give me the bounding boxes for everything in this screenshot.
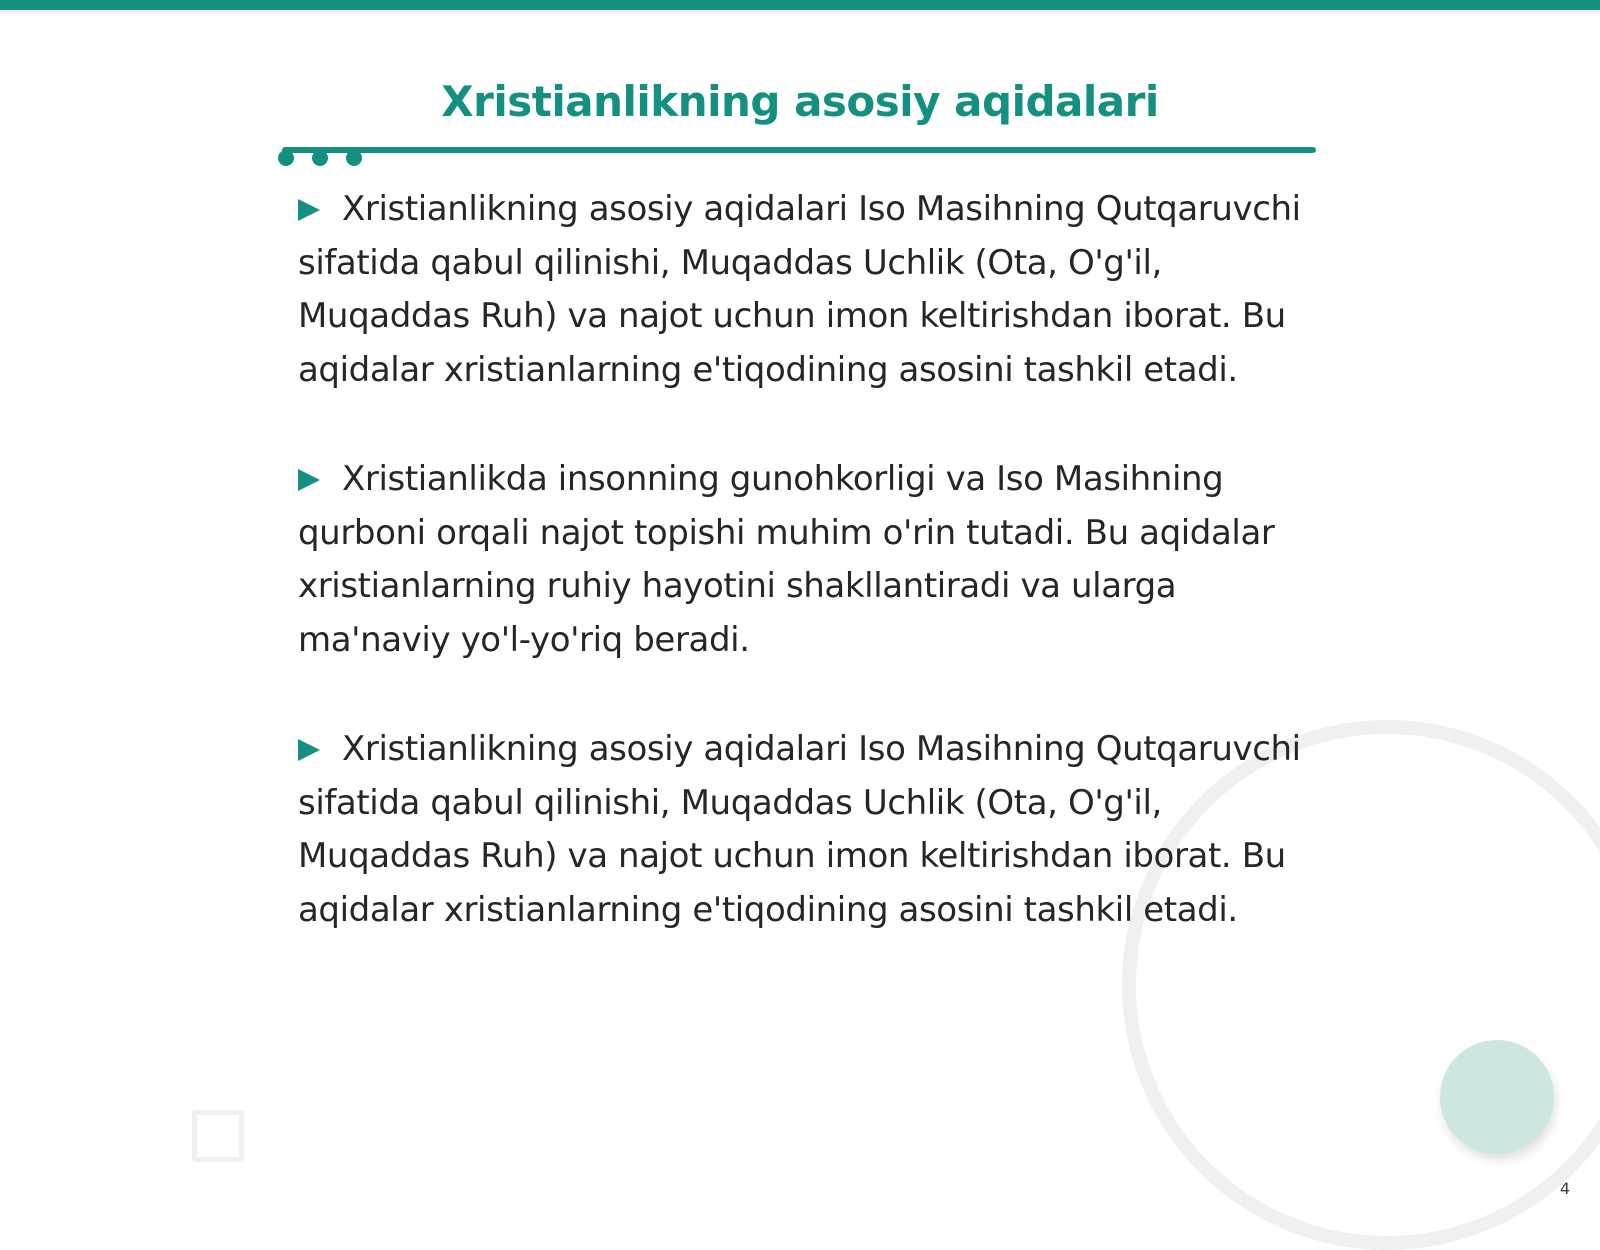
bullet-text: Xristianlikda insonning gunohkorligi va Iso Masihning qurboni orqali najot topishi muhim o'rin tutadi. Bu aqidalar xristianlarning ruhiy hayotini shakllantiradi va ularga ma'naviy yo'l-yo'riq beradi. <box>298 459 1275 660</box>
underline-dot <box>312 150 328 166</box>
top-accent-bar <box>0 0 1600 10</box>
decorative-square <box>192 1110 244 1162</box>
triangle-right-icon <box>298 199 320 221</box>
bullet-item <box>298 183 1318 397</box>
triangle-right-icon <box>298 469 320 491</box>
title-underline <box>282 147 1316 153</box>
bullet-text: Xristianlikning asosiy aqidalari Iso Masihning Qutqaruvchi sifatida qabul qilinishi, Muqaddas Uchlik (Ota, O'g'il, Muqaddas Ruh) va najot uchun imon keltirishdan iborat. Bu aqidalar xristianlarning e'tiqodining asosini tashkil etadi. <box>298 189 1301 390</box>
slide-title: Xristianlikning asosiy aqidalari <box>441 77 1159 126</box>
bullet-item <box>298 453 1318 667</box>
bullet-list <box>298 183 1318 993</box>
triangle-right-icon <box>298 739 320 761</box>
bullet-item <box>298 723 1318 937</box>
underline-dot <box>278 150 294 166</box>
bullet-text: Xristianlikning asosiy aqidalari Iso Masihning Qutqaruvchi sifatida qabul qilinishi, Muqaddas Uchlik (Ota, O'g'il, Muqaddas Ruh) va najot uchun imon keltirishdan iborat. Bu aqidalar xristianlarning e'tiqodining asosini tashkil etadi. <box>298 729 1301 930</box>
page-number: 4 <box>1559 1179 1570 1198</box>
decorative-circle <box>1440 1040 1554 1154</box>
top-bar-shadow <box>0 10 1600 16</box>
underline-dot <box>346 150 362 166</box>
